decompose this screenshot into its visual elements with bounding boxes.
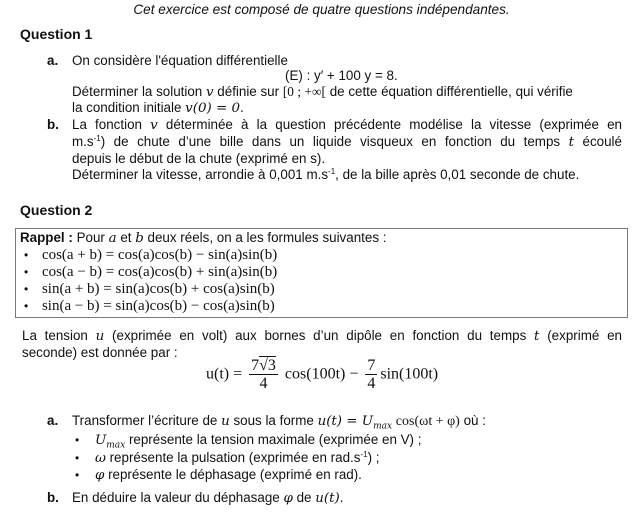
rappel-var-a: a (108, 231, 117, 246)
q1-b-line4-text2: , de la bille après 0,01 seconde de chute. (335, 167, 580, 182)
bullet-icon: • (75, 451, 80, 465)
q1-b-line2-text3: écoulé (582, 134, 622, 149)
q2-a-item-omega (75, 450, 379, 466)
q1-a-interval: [0 ; +∞[ (282, 84, 326, 99)
q2-a-math2: cos(ωt + φ) (395, 414, 460, 429)
rappel-formula-item (24, 298, 275, 315)
rappel-formula: sin(a − b) = sin(a)cos(b) − cos(a)sin(b) (41, 298, 275, 314)
q2-statement-text1: La tension (22, 328, 88, 343)
q1-b-line1-text1: La fonction (72, 117, 142, 132)
q2-a-text3: où : (463, 413, 486, 428)
rappel-formula: cos(a − b) = cos(a)cos(b) + sin(a)sin(b) (41, 264, 278, 280)
q1-b-line2-sup: -1 (93, 134, 101, 143)
q2-a-label: a. (47, 413, 59, 428)
q1-b-label: b. (47, 117, 59, 132)
q1-a-initial-condition: v(0) = 0 (185, 101, 240, 116)
q1-a-line1: On considère l'équation différentielle (72, 53, 288, 68)
fraction-7sqrt3-over-4 (249, 357, 278, 392)
rappel-text3: deux réels, on a les formules suivantes : (147, 230, 387, 245)
q2-statement-text3: (exprimé en (547, 328, 622, 343)
q2-b-text2: de (296, 490, 312, 505)
q1-b-var-t: t (568, 135, 574, 150)
q1-b-line4 (72, 167, 579, 182)
rappel-formula-item (24, 264, 277, 281)
q1-b-line3: depuis le début de la chute (exprimé en s). (72, 151, 326, 166)
q2-a-math-sub: max (373, 421, 393, 432)
q2-b-math: u(t) (315, 491, 340, 506)
q1-a-line3-text: la condition initiale (72, 100, 182, 115)
q2-a-math: u(t) = U (317, 414, 374, 429)
question-2-title: Question 2 (20, 202, 93, 218)
bullet-icon: • (75, 468, 80, 482)
bullet-icon: • (24, 265, 29, 279)
q2-a-line (72, 413, 486, 432)
q1-a-line3-end: . (239, 100, 244, 115)
q1-b-line2 (72, 134, 622, 150)
fraction-denominator: 4 (367, 375, 376, 392)
fraction-denominator: 4 (259, 375, 268, 392)
q1-a-line2-text3: de cette équation différentielle, qui vérifie (329, 84, 573, 99)
item-text: représente la tension maximale (exprimée en V) ; (128, 432, 422, 447)
item-symbol: ω (94, 451, 106, 466)
q2-var-u: u (95, 329, 105, 344)
q1-b-line1-text2: déterminée à la question précédente modélise la vitesse (exprimée en (165, 117, 622, 132)
rappel-var-b: b (135, 231, 144, 246)
question-1-title: Question 1 (20, 26, 93, 42)
q2-b-end: . (339, 490, 344, 505)
q1-b-line2-text1: m.s (72, 134, 94, 149)
rappel-formula-item (24, 281, 275, 298)
rappel-formula: cos(a + b) = cos(a)cos(b) − sin(a)sin(b) (41, 247, 278, 263)
voltage-formula (206, 357, 438, 392)
q2-b-text1: En déduire la valeur du déphasage (72, 490, 280, 505)
rappel-formula: sin(a + b) = sin(a)cos(b) + cos(a)sin(b) (41, 281, 275, 297)
formula-term1: cos(100t) − (284, 365, 359, 383)
rappel-text2: et (120, 230, 132, 245)
item-symbol-sub: max (106, 440, 126, 451)
bullet-icon: • (24, 282, 29, 296)
q1-a-label: a. (47, 53, 59, 68)
formula-term2: sin(100t) (380, 365, 439, 383)
fraction-numerator (249, 357, 278, 375)
q2-var-t: t (534, 329, 540, 344)
q2-b-line (72, 490, 343, 506)
exercise-intro: Cet exercice est composé de quatre questions indépendantes. (133, 2, 510, 17)
q1-a-var-v: v (205, 85, 214, 100)
q1-b-line4-text1: Déterminer la vitesse, arrondie à 0,001 m.s (72, 167, 329, 182)
q2-a-item-umax (75, 432, 421, 451)
item-symbol: φ (94, 468, 105, 483)
bullet-icon: • (75, 433, 80, 447)
item-sup: -1 (360, 450, 368, 459)
q1-b-var-v: v (150, 118, 158, 133)
q2-statement-line2: seconde) est donnée par : (22, 345, 178, 360)
q1-a-line2-text2: définie sur (217, 84, 280, 99)
q1-a-line2-text1: Déterminer la solution (72, 84, 203, 99)
q2-a-text2: sous la forme (233, 413, 314, 428)
rappel-label: Rappel : (20, 230, 73, 245)
q2-a-item-phi (75, 467, 362, 483)
rappel-text1: Pour (76, 230, 105, 245)
item-text: représente la pulsation (exprimée en rad.s (109, 450, 361, 465)
q2-a-text1: Transformer l’écriture de (72, 413, 218, 428)
q1-a-line2 (72, 84, 573, 100)
q1-b-line4-sup: -1 (328, 167, 336, 176)
formula-lhs: u(t) = (206, 365, 243, 383)
numerator-coef: 7 (251, 357, 260, 374)
rappel-formula-item (24, 247, 277, 264)
rappel-heading (20, 230, 386, 246)
fraction-numerator: 7 (367, 357, 376, 374)
bullet-icon: • (24, 248, 29, 262)
bullet-icon: • (24, 299, 29, 313)
item-text-end: ) ; (367, 450, 380, 465)
q1-b-line2-text2: ) de chute d’une bille dans un liquide visqueux en fonction du temps (100, 134, 561, 149)
q2-b-var-phi: φ (283, 491, 293, 506)
item-symbol: U (94, 433, 107, 448)
numerator-root: √3 (259, 357, 276, 374)
q2-statement-line1 (22, 328, 622, 344)
q1-a-equation: (E) : y′ + 100 y = 8. (285, 68, 398, 83)
fraction-7-over-4 (365, 357, 377, 392)
q2-a-var-u: u (221, 414, 230, 429)
q2-b-label: b. (47, 490, 59, 505)
q1-b-line1 (72, 117, 622, 133)
item-text: représente le déphasage (exprimé en rad). (108, 467, 362, 482)
q1-a-line3 (72, 100, 244, 116)
q2-statement-text2: (exprimée en volt) aux bornes d’un dipôle en fonction du temps (112, 328, 527, 343)
